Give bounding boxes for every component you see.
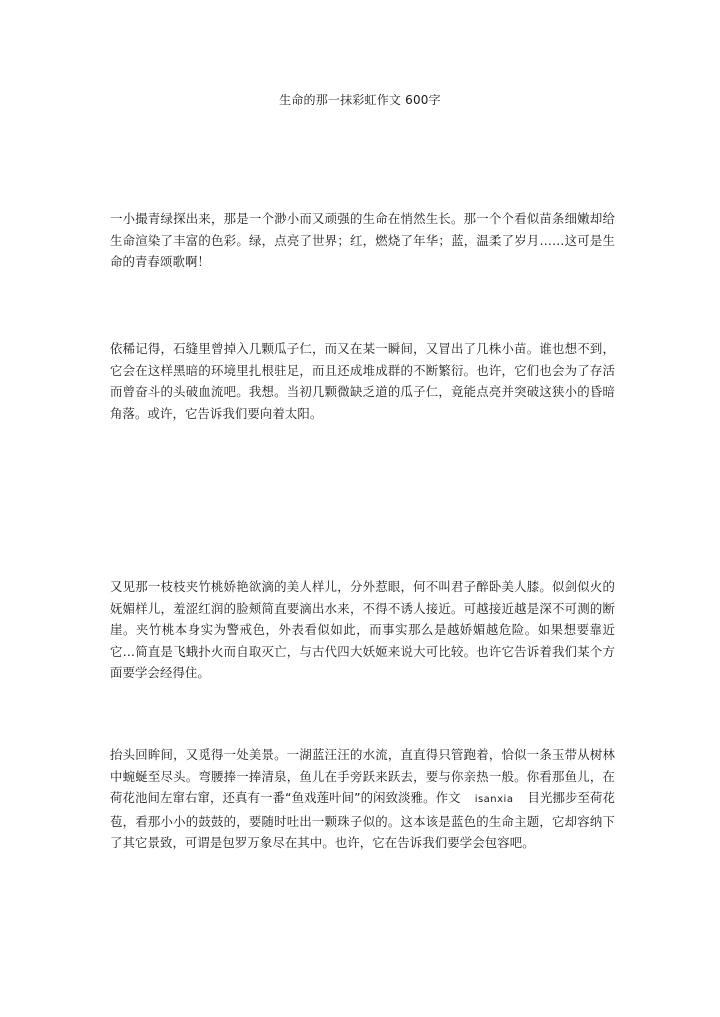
- paragraph-4-text-after: 目光挪步至荷花苞，看那小小的鼓鼓的，要随时吐出一颗珠子似的。这本该是蓝色的生命主题，它却容纳下了其它景致，可谓是包罗万象尽在其中。也许，它在告诉我们要学会包容吧。: [110, 790, 615, 850]
- paragraph-1: 一小撮青绿探出来，那是一个渺小而又顽强的生命在悄然生长。那一个个看似苗条细嫩却给生命渲染了丰富的色彩。绿，点亮了世界；红，燃烧了年华；蓝，温柔了岁月……这可是生命的青春颂歌啊！: [110, 211, 615, 269]
- paragraph-3: 又见那一枝枝夹竹桃娇艳欲滴的美人样儿，分外惹眼，何不叫君子醉卧美人膝。似剑似火的妩媚样儿，羞涩红润的脸颊简直要滴出水来，不得不诱人接近。可越接近越是深不可测的断崖。夹竹桃本身实为警戒色，外表看似如此，而事实那么是越娇媚越危险。如果想要靠近它…简直是飞蛾扑火而自取灭亡，与古代四大妖姬来说大可比较。也许它告诉着我们某个方面要学会经得住。: [110, 579, 615, 680]
- document-title: 生命的那一抹彩虹作文 600字: [279, 93, 441, 107]
- watermark-text: isanxia: [474, 794, 514, 805]
- paragraph-4-text-before: 抬头回眸间，又觅得一处美景。一湖蓝汪汪的水流，直直得只管跑着，恰似一条玉带从树林中蜿蜒至尽头。弯腰捧一捧清泉，鱼儿在手旁跃来跃去，要与你亲热一般。你看那鱼儿，在荷花池间左窜右窜，还真有一番“鱼戏莲叶间”的闲致淡雅。作文: [110, 747, 615, 805]
- paragraph-4: [110, 744, 615, 854]
- paragraph-2: 依稀记得，石缝里曾掉入几颗瓜子仁，而又在某一瞬间，又冒出了几株小苗。谁也想不到，它会在这样黑暗的环境里扎根驻足，而且还成堆成群的不断繁衍。也许，它们也会为了存活而曾奋斗的头破血流吧。我想。当初几颗微缺乏道的瓜子仁，竟能点亮并突破这狭小的昏暗角落。或许，它告诉我们要向着太阳。: [110, 341, 615, 421]
